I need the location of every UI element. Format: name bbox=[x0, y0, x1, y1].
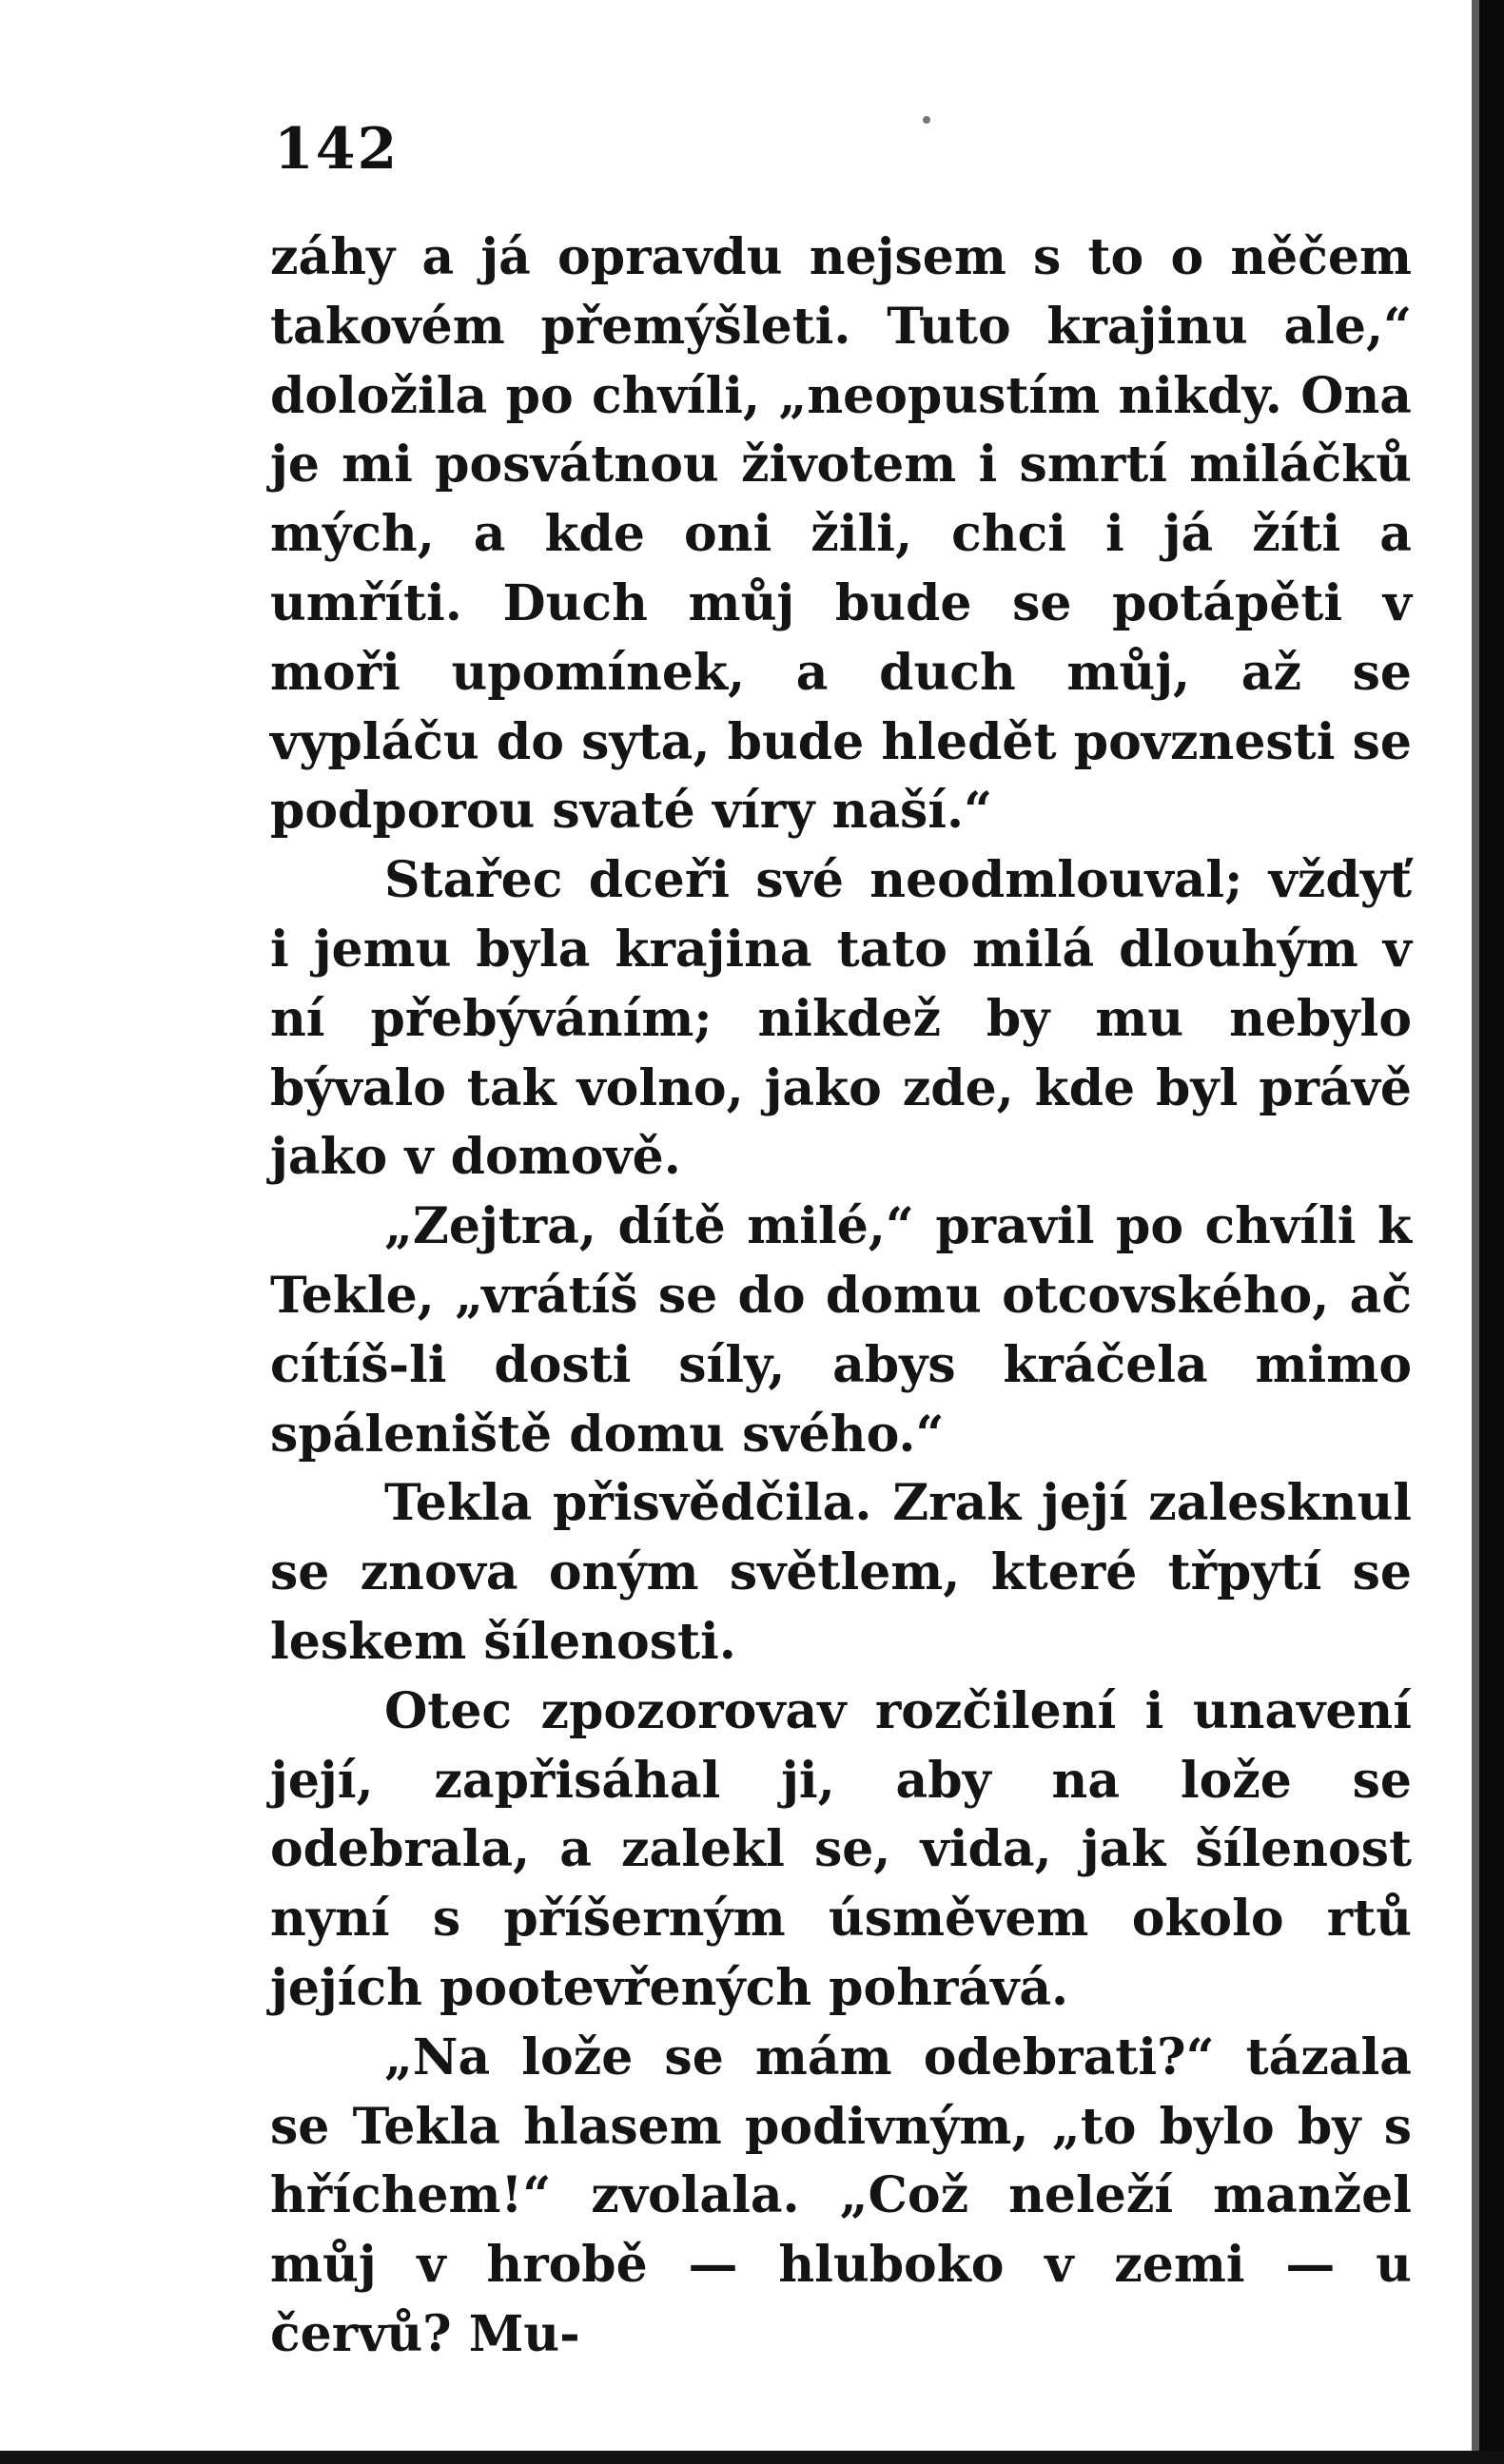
scan-edge-bottom bbox=[0, 2451, 1504, 2464]
paragraph-6: „Na lože se mám odebrati?“ tázala se Tekla hlasem podivným, „to bylo by s hříchem!“ zvolala. „Což neleží manžel můj v hrobě — hluboko v zemi — u červů? Mu- bbox=[270, 2027, 1412, 2363]
paragraph-3: „Zejtra, dítě milé,“ pravil po chvíli k Tekle, „vrátíš se do domu otcovského, ač cítíš-li dosti síly, abys kráčela mimo spáleniště domu svého.“ bbox=[270, 1197, 1412, 1464]
body-text bbox=[270, 223, 1412, 2370]
paragraph-1: záhy a já opravdu nejsem s to o něčem takovém přemýšleti. Tuto krajinu ale,“ doložila po chvíli, „neopustím nikdy. Ona je mi posvátnou životem i smrtí miláčků mých, a kde oni žili, chci i já žíti a umříti. Duch můj bude se potápěti v moři upomínek, a duch můj, až se vypláču do syta, bude hledět povznesti se podporou svaté víry naší.“ bbox=[270, 228, 1412, 841]
print-speck bbox=[923, 116, 930, 124]
paragraph-5: Otec zpozorovav rozčilení i unavení její, zapřisáhal ji, aby na lože se odebrala, a zalekl se, vida, jak šílenost nyní s příšerným úsměvem okolo rtů jejích pootevřených pohrává. bbox=[270, 1681, 1412, 2017]
scan-edge-right bbox=[1479, 0, 1504, 2464]
scan-edge-shadow bbox=[1472, 0, 1479, 2464]
paragraph-2: Stařec dceři své neodmlouval; vždyť i jemu byla krajina tato milá dlouhým v ní přebýváním; nikdež by mu nebylo bývalo tak volno, jako zde, kde byl právě jako v domově. bbox=[270, 851, 1412, 1187]
paragraph-4: Tekla přisvědčila. Zrak její zalesknul se znova oným světlem, které třpytí se leskem šílenosti. bbox=[270, 1474, 1412, 1671]
page-number: 142 bbox=[274, 116, 400, 183]
